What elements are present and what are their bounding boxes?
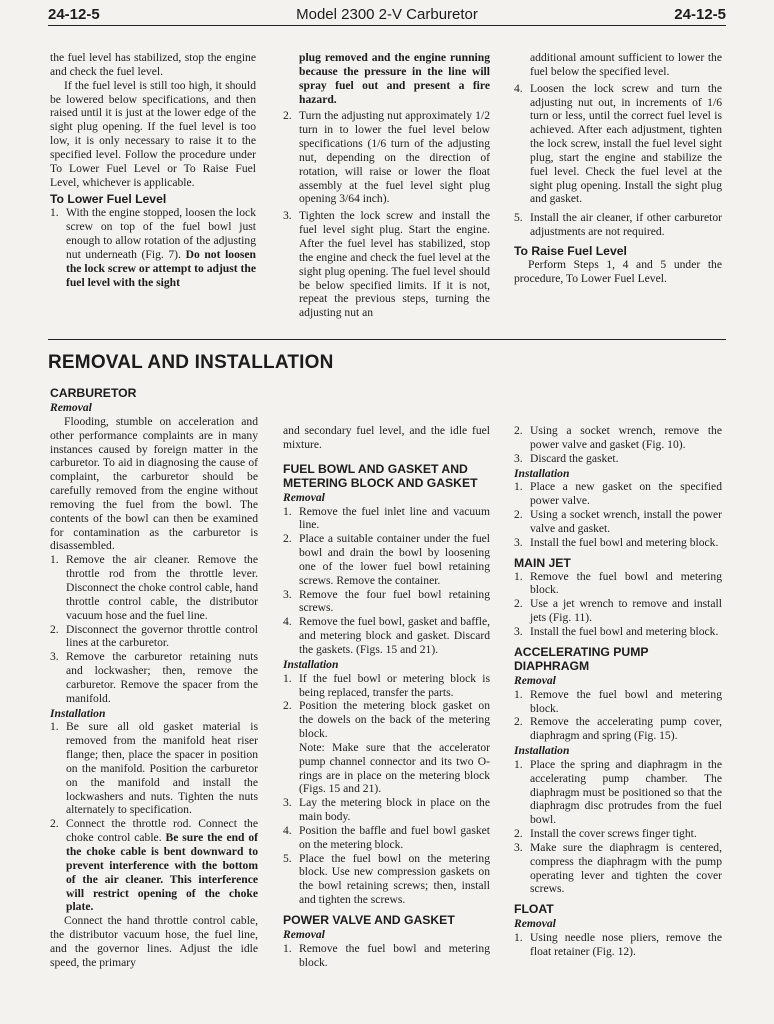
- heading-carburetor: CARBURETOR: [50, 386, 137, 400]
- note-text: Note: Make sure that the accelerator pump channel connector and its two O-rings are in place on the metering block (Figs. 15 and 21).: [299, 740, 490, 796]
- list-item: 1. With the engine stopped, loosen the lock screw on top of the fuel bowl just enough to allow rotation of the adjusting nut underneath (Fig. 7). Do not loosen the lock screw or attempt to adjust the fuel level with the sight: [50, 206, 257, 289]
- paragraph: Connect the hand throttle control cable, the distributor vacuum hose, the fuel line, and the governor lines. Adjust the idle speed, the primary: [50, 914, 258, 969]
- paragraph: Perform Steps 1, 4 and 5 under the procedure, To Lower Fuel Level.: [514, 257, 722, 285]
- list-item: 4. Loosen the lock screw and turn the adjusting nut out, in increments of 1/6 turn or less, until the correct fuel level is achieved. After each adjustment, tighten the lock screw, install the fuel level sight plug, start the engine and stabilize the fuel level. Check the fuel level at the sight plug opening. Install the sight plug and gasket.: [514, 81, 722, 206]
- list-item: 3. Make sure the diaphragm is centered, compress the diaphragm with the pump operating lever and tighten the cover screws.: [514, 840, 722, 896]
- list-item: 1. Remove the fuel bowl and metering block.: [514, 569, 722, 597]
- heading-main-jet: MAIN JET: [514, 555, 571, 570]
- list-item-continued: additional amount sufficient to lower the fuel below the specified level.: [530, 51, 722, 78]
- list-item: 1. Using needle nose pliers, remove the float retainer (Fig. 12).: [514, 931, 722, 958]
- top-column-1: [50, 51, 256, 290]
- subheading-removal: Removal: [283, 490, 325, 504]
- bottom-column-3: [514, 424, 722, 959]
- page-header: [48, 6, 726, 26]
- list-item: 1. Remove the fuel bowl and metering block.: [514, 687, 722, 715]
- list-item: 2. Using a socket wrench, remove the power valve and gasket (Fig. 10).: [514, 424, 722, 451]
- top-column-2: [283, 51, 490, 320]
- subheading-lower-fuel-level: To Lower Fuel Level: [50, 192, 167, 207]
- subheading-raise-fuel-level: To Raise Fuel Level: [514, 243, 627, 258]
- list-item: 1. Remove the air cleaner. Remove the throttle rod from the throttle lever. Disconnect the choke control cable, hand throttle control cable, the distributor vacuum hose and the fuel line.: [50, 553, 258, 622]
- subheading-installation: Installation: [283, 657, 339, 671]
- list-item: 3. Tighten the lock screw and install the fuel level sight plug. Start the engine. After the fuel level has stabilized, stop the engine and check the fuel level at the sight plug opening. The fuel level should be below specified limits. If it is not, repeat the previous steps, turning the adjusting nut an: [283, 209, 490, 320]
- heading-float: FLOAT: [514, 902, 554, 917]
- list-item: 1. Place a new gasket on the specified power valve.: [514, 480, 722, 508]
- subheading-installation: Installation: [50, 706, 106, 720]
- list-item: 2. Position the metering block gasket on the dowels on the back of the metering block. Note: Make sure that the accelerator pump channel connector and its two O-rings are in place on the metering block (Figs. 15 and 21).: [283, 699, 490, 796]
- list-item: 2. Connect the throttle rod. Connect the choke control cable. Be sure the end of the choke cable is bent downward to prevent interference with the bottom of the air cleaner. This interference will restrict opening of the choke plate.: [50, 817, 259, 914]
- section-divider: [48, 339, 726, 340]
- subheading-removal: Removal: [514, 917, 556, 931]
- list-item: 5. Place the fuel bowl on the metering block. Use new compression gaskets on the bowl retaining screws; then, install and tighten the screws.: [283, 851, 490, 907]
- list-item: 4. Position the baffle and fuel bowl gasket on the metering block.: [283, 823, 490, 851]
- list-item: 2. Place a suitable container under the fuel bowl and drain the bowl by loosening one of the lower fuel bowl retaining screws. Remove the container.: [283, 532, 490, 587]
- list-item: 2. Remove the accelerating pump cover, diaphragm and spring (Fig. 15).: [514, 715, 722, 743]
- top-column-3: [514, 51, 722, 286]
- list-item-continued: [283, 51, 490, 106]
- heading-accelerating-pump: ACCELERATING PUMP DIAPHRAGM: [514, 644, 649, 673]
- subheading-removal: Removal: [50, 401, 92, 414]
- list-item: 3. Install the fuel bowl and metering block.: [514, 535, 719, 549]
- list-item: 1. Remove the fuel bowl and metering block.: [283, 941, 490, 969]
- list-item: 1. If the fuel bowl or metering block is being replaced, transfer the parts.: [283, 671, 490, 699]
- heading-power-valve: POWER VALVE AND GASKET: [283, 913, 455, 927]
- list-item: 3. Remove the four fuel bowl retaining screws.: [283, 587, 490, 615]
- warning-text: Be sure the end of the choke cable is bent downward to prevent interference with the bottom of the air cleaner. This interference will restrict opening of the choke plate.: [66, 831, 259, 914]
- list-item: 3. Discard the gasket.: [514, 451, 619, 465]
- subheading-removal: Removal: [514, 673, 556, 687]
- list-item: 3. Lay the metering block in place on the main body.: [283, 796, 490, 824]
- warning-text: plug removed and the engine running because the pressure in the line will spray fuel out and present a fire hazard.: [299, 51, 490, 106]
- list-item: 2. Use a jet wrench to remove and install jets (Fig. 11).: [514, 597, 722, 625]
- subheading-installation: Installation: [514, 744, 570, 758]
- paragraph: and secondary fuel level, and the idle fuel mixture.: [283, 424, 490, 451]
- list-item: 2. Disconnect the governor throttle control lines at the carburetor.: [50, 622, 258, 650]
- subheading-removal: Removal: [283, 928, 325, 941]
- list-item: 1. Place the spring and diaphragm in the accelerating pump chamber. The diaphragm must be positioned so that the diaphragm disc protrudes from the fuel bowl.: [514, 757, 722, 827]
- paragraph: If the fuel level is still too high, it should be lowered below specifications, and then raised until it is just at the lower edge of the sight plug opening. If the fuel level is too low, it is only necessary to raise it to the specified level. Follow the procedure under To Lower Fuel Level or To Raise Fuel Level, whichever is applicable.: [50, 78, 256, 189]
- paragraph: Flooding, stumble on acceleration and other performance complaints are in many instances caused by foreign matter in the carburetor. To aid in diagnosing the cause of complaint, the carburetor should be carefully removed from the engine without removing the fuel from the bowl. The contents of the bowl can then be examined for contamination as the carburetor is disassembled.: [50, 414, 258, 553]
- list-item: 3. Install the fuel bowl and metering block.: [514, 624, 719, 638]
- list-item: 1. Remove the fuel inlet line and vacuum line.: [283, 504, 490, 532]
- list-item: 5. Install the air cleaner, if other carburetor adjustments are not required.: [514, 211, 722, 239]
- section-title: REMOVAL AND INSTALLATION: [48, 352, 334, 373]
- page-number-right: 24-12-5: [674, 6, 726, 23]
- list-item: 1. Be sure all old gasket material is removed from the manifold heat riser flange; then, place the spacer in position on the manifold. Position the carburetor on the manifold and install the lockwashers and nuts. Tighten the nuts alternately to specification.: [50, 720, 258, 817]
- bottom-column-2: [283, 424, 490, 970]
- subheading-installation: Installation: [514, 466, 570, 480]
- page-number-left: 24-12-5: [48, 6, 100, 23]
- bottom-column-1: [50, 386, 258, 970]
- list-item: 2. Using a socket wrench, install the power valve and gasket.: [514, 508, 722, 535]
- list-item: 3. Remove the carburetor retaining nuts and lockwasher; then, remove the carburetor. Remove the spacer from the manifold.: [50, 650, 258, 705]
- paragraph: the fuel level has stabilized, stop the engine and check the fuel level.: [50, 51, 256, 78]
- list-item: 4. Remove the fuel bowl, gasket and baffle, and metering block and gasket. Discard the gaskets. (Figs. 15 and 21).: [283, 615, 490, 656]
- warning-text: Do not loosen the lock screw or attempt to adjust the fuel level with the sight: [66, 247, 257, 289]
- running-title: Model 2300 2-V Carburetor: [296, 6, 478, 23]
- list-item: 2. Turn the adjusting nut approximately 1/2 turn in to lower the fuel level below specifications (1/6 turn of the adjusting nut, depending on the direction of rotation, will raise or lower the float assembly at the fuel level sight plug opening 3/64 inch).: [283, 109, 490, 206]
- list-item: 2. Install the cover screws finger tight.: [514, 827, 697, 841]
- heading-fuel-bowl: FUEL BOWL AND GASKET AND METERING BLOCK AND GASKET: [283, 461, 478, 490]
